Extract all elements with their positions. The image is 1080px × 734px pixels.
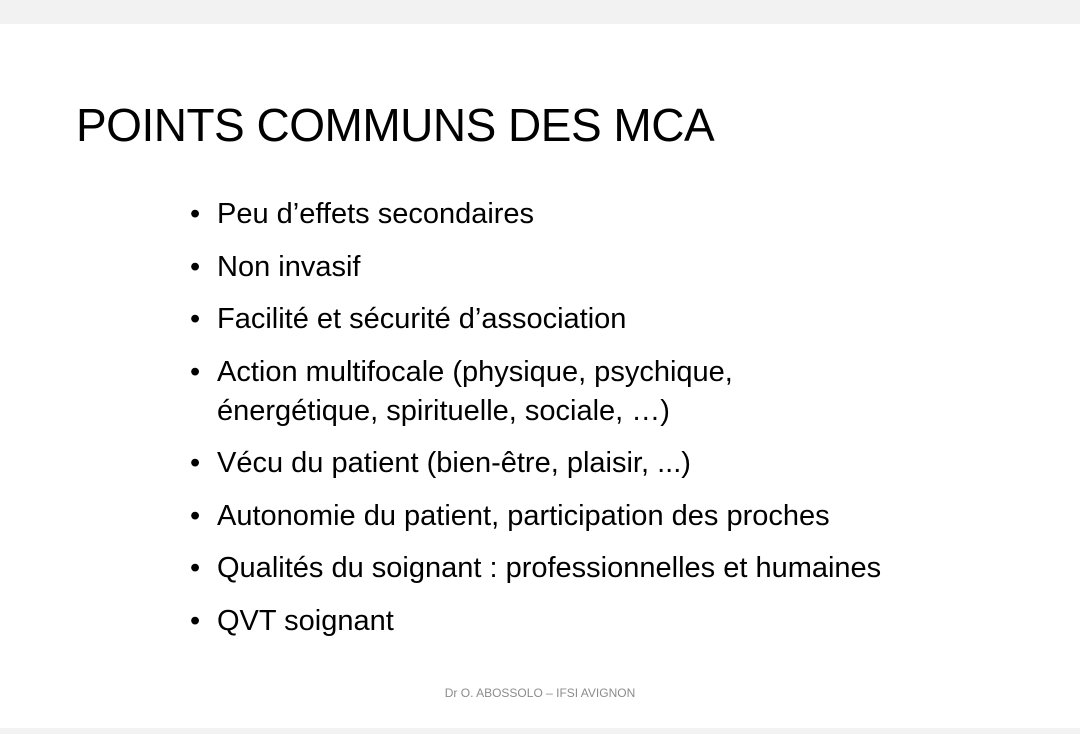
bullet-dot-icon: • bbox=[190, 250, 201, 283]
slide-title: POINTS COMMUNS DES MCA bbox=[76, 99, 715, 151]
bullet-dot-icon: • bbox=[190, 198, 201, 230]
bullet-item bbox=[190, 602, 881, 641]
bullet-dot-icon: • bbox=[190, 355, 201, 388]
bullet-text: QVT soignant bbox=[217, 604, 394, 637]
bullet-dot-icon: • bbox=[190, 499, 201, 532]
bullet-item bbox=[190, 549, 881, 588]
bullet-item bbox=[190, 300, 881, 339]
bullet-text: Facilité et sécurité d’association bbox=[217, 303, 627, 335]
bullet-item bbox=[190, 497, 881, 536]
bullet-text: Peu d’effets secondaires bbox=[217, 198, 535, 230]
bullet-item bbox=[190, 248, 881, 287]
top-band bbox=[0, 0, 1080, 11]
bullet-dot-icon: • bbox=[190, 447, 201, 479]
bullet-text-continued: énergétique, spirituelle, sociale, …) bbox=[217, 394, 670, 427]
bullet-item bbox=[190, 444, 881, 483]
bullet-text: Action multifocale (physique, psychique, bbox=[217, 355, 733, 388]
bullet-item bbox=[190, 353, 881, 431]
bullet-text: Vécu du patient (bien-être, plaisir, ...) bbox=[217, 447, 691, 479]
bullet-text: Qualités du soignant : professionnelles et humaines bbox=[217, 552, 882, 584]
bullet-list bbox=[190, 195, 881, 654]
slide-footer: Dr O. ABOSSOLO – IFSI AVIGNON bbox=[444, 686, 636, 700]
bullet-text: Autonomie du patient, participation des proches bbox=[217, 499, 830, 532]
bullet-text: Non invasif bbox=[217, 250, 361, 283]
bullet-dot-icon: • bbox=[190, 303, 201, 335]
slide bbox=[0, 24, 1080, 728]
bullet-dot-icon: • bbox=[190, 552, 201, 584]
bullet-item bbox=[190, 195, 881, 234]
bullet-dot-icon: • bbox=[190, 604, 201, 637]
